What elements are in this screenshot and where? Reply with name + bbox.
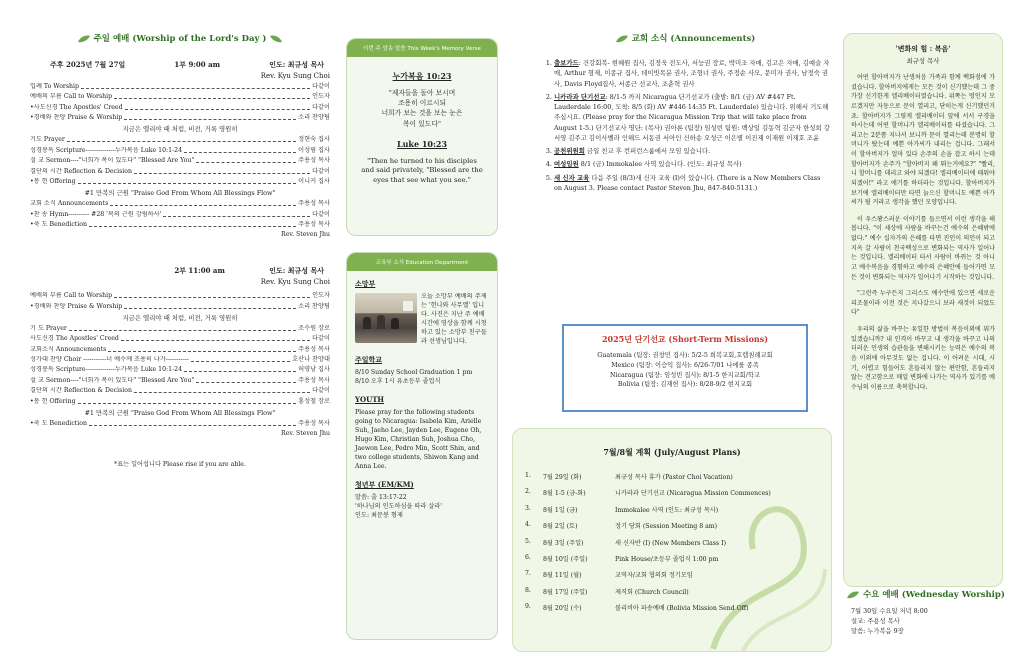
youth-text: Please pray for the following students going to Nicaragua: Isabela Kim, Arielle Suh, Jaeho Lee, Jayden Lee, Eugene Oh, Hugo Kim, Christian Suh, Joshua Cho, Jaewon Lee, Pedro Min, Scott Shin, and two college students, Shiwon Kang and Anna Lee.: [355, 409, 482, 471]
plan-number: 6.: [525, 553, 531, 561]
plan-number: 4.: [525, 521, 531, 529]
dot-leader: [78, 398, 297, 404]
announcement-text: 금일 친교 후 컨퍼런스룸에서 모임 있습니다.: [584, 147, 711, 155]
announcement-text: : 8/1-5 까지 Nicaragua 단기선교가 (출발: 8/1 (금) AV #447 Ft. Lauderdale 16:00, 도착: 8/5 (화) AV #446 14:35 Ft. Lauderdale) 있습니다. 위해서 기도해 주십시요. (Please pray for the Nicaragua Mission Trip that will take place from August 1-5.) 단기선교사 명단: (목사) 권아론 (팀장) 임성빈 팀원: 백상일 김동혁 김군자 한성희 강서영 김주고 김이사벨라 인해드 서동권 서아인 신하송 오성근 이은별 이진재 이재원 이재호 조윤: [554, 92, 830, 142]
order-item: [30, 377, 330, 386]
order-item: [30, 200, 330, 209]
order-item: [30, 157, 330, 166]
order-item-person: 주용성 목사: [298, 345, 330, 353]
service-leader: 인도: 최규성 목사: [269, 266, 324, 276]
verse-en-line: "Then he turned to his disciples: [367, 156, 477, 165]
order-item-person: 주용성 목사: [298, 200, 330, 208]
order-item-person: 조수원 장로: [298, 324, 330, 332]
plan-row: [525, 521, 831, 530]
plan-event: 교역자/교회 협의회 정기모임: [615, 572, 693, 580]
order-item-person: 다같이: [312, 387, 330, 395]
leaf-icon: [846, 591, 860, 599]
order-item-person: 다같이: [312, 335, 330, 343]
em-line: 인도: 최문봉 형제: [355, 512, 403, 520]
plan-number: 7.: [525, 570, 531, 578]
order-item-person: 다같이: [312, 210, 330, 218]
leaf-icon: [269, 35, 283, 43]
plan-number: 3.: [525, 504, 531, 512]
dot-leader: [184, 147, 296, 153]
plan-row: [525, 488, 831, 497]
footnote: *표는 일어섭니다 Please rise if you are able.: [114, 461, 246, 469]
plan-number: 9.: [525, 603, 531, 611]
wednesday-lines: [846, 607, 1016, 637]
missions-title: 2025년 단기선교 (Short-Term Missions): [601, 334, 769, 344]
plan-event: 정기 당회 (Session Meeting 8 am): [615, 523, 718, 531]
order-item-person: 다같이: [312, 83, 330, 90]
order-item-label: 교회 소식 Announcements: [30, 200, 109, 208]
plan-number: 5.: [525, 537, 531, 545]
order-item: [30, 211, 330, 220]
order-item: [30, 356, 330, 365]
sermon-paragraph: 이 우스꽝스러운 이야기를 들으면서 이런 생각을 해봅니다. "이 세상에 사람을 바꾸는건 예수의 은혜밖에 없다." 예수 십자가의 은혜를 타면 진인이 의인이 되고 지옥 갈 사람이 천국백성으로 변화되는 역사가 일어나는 것입니다. 엘리베이터 타서 사람이 바뀌는 것 아니고 예수복음을 경험하고 예수의 은혜안에 들어가면 모든 것이 변화되는 역사가 일어나기 시작하는 것입니다.: [851, 215, 995, 281]
order-center-line: 지금은 엘리야 때 처럼, 비전, 거룩 영원히: [122, 125, 238, 134]
verse-ko-line: "제자들을 돌아 보시며: [388, 89, 456, 97]
plan-date: 8월 1-5 (금-화): [543, 490, 586, 498]
plan-event: Immokalee 사역 (인도: 최규성 목사): [615, 506, 719, 514]
education-panel: [346, 252, 498, 640]
verse-en-line: and said privately, "Blessed are the: [361, 166, 483, 175]
order-item: [30, 114, 330, 123]
sermon-paragraph: "그런즉 누구든지 그리스도 예수안에 있으면 새로운 피조물이라 이전 것은 지나갔으니 보라 새것이 되었도다": [851, 290, 995, 317]
dot-leader: [108, 346, 296, 352]
wednesday-title-en: (Wednesday Worship): [901, 590, 1005, 600]
wednesday-line: 말씀: 누가복음 9장: [851, 628, 904, 636]
order-item-person: 이성림 집사: [298, 146, 330, 154]
sermon-paragraph: 어떤 할아버지가 난생처음 가족과 함께 백화점에 가셨습니다. 할아버지에게는 모든 것이 신기했는데 그 중 가장 신기한게 엘리베이터였습니다. 위쪽는 멍인지 모르겠지만 자동으로 문이 열리고, 닫히는게 신기했던거죠. 할아버지가 그렇게 엘리베이터 앞에 서서 구경을 하시는데 어떤 할머니가 엘리베이터를 타셨습니다. 그리고는 2분쯤 지나서 보니까 문이 열리는데 분명히 할머니가 탔는데 예쁜 아가씨가 내리는 겁니다. 그래서 이 할아버지가 얼마 있다 손주의 손을 잡고 하시 는데 할아버지가 손주가 "할아버지 왜 뛰는거에요?" "빨리, 니 할머니를 데리고 와야 되겠다! 엘리베이터에 태워야 되겠어!" 라고 얘기를 하더라는 것입니다. 할아버지가 보기에 엘리베이터만 타면 늙으신 할머니도 예쁜 아가씨가 될 거라고 생각을 했던 모양입니다.: [851, 74, 995, 207]
wednesday-heading: [846, 588, 1016, 600]
plan-event: 니카라과 단기선교 (Nicaragua Mission Commences): [615, 490, 771, 498]
order-item: [30, 398, 330, 407]
missions-lines: [564, 351, 806, 390]
worship-title-en: (Worship of the Lord's Day ): [132, 34, 267, 44]
plan-event: Pink House/초등부 졸업식 1:00 pm: [615, 555, 719, 563]
service-2: [30, 266, 330, 439]
plan-event: 제직회 (Church Council): [615, 588, 689, 596]
mission-line: Nicaragua (팀장: 임성빈 집사): 8/1-5 한지교회/학교: [609, 371, 761, 379]
announcement-heading: 여성임원: [554, 160, 579, 169]
dot-leader: [163, 211, 310, 217]
dot-leader: [124, 303, 296, 309]
order-list: [30, 292, 330, 429]
order-item-label: 사도신경 The Apostles' Creed: [30, 335, 119, 343]
order-item: [30, 387, 330, 396]
dot-leader: [114, 93, 310, 99]
plans-list: [513, 472, 831, 612]
plan-number: 2.: [525, 488, 531, 496]
service-leader-en: Rev. Kyu Sung Choi: [260, 72, 330, 80]
worship-title-ko: 주일 예배: [93, 34, 130, 44]
dot-leader: [184, 366, 296, 372]
order-item-person: 소리 찬양팀: [298, 302, 330, 310]
plans-title: 7월/8월 계획 (July/August Plans): [603, 447, 741, 457]
order-item-person: 소리 찬양팀: [298, 114, 330, 122]
sunday-line: 8/10 오후 1시 유초등부 졸업식: [355, 378, 441, 386]
plan-row: [525, 570, 831, 579]
worship-column: [30, 32, 330, 470]
order-item: [30, 104, 330, 113]
verse-en: [347, 157, 497, 186]
order-item-person: 다같이: [312, 103, 330, 111]
plan-row: [525, 505, 831, 514]
leaf-icon: [77, 35, 91, 43]
plan-row: [525, 603, 831, 612]
dot-leader: [191, 356, 290, 362]
plan-row: [525, 538, 831, 547]
service-end: Rev. Steven Jhu: [281, 430, 330, 438]
wednesday-block: [846, 588, 1016, 637]
order-item-label: 성가대 찬양 Choir -----------너 예수께 조용히 나가-----------: [30, 356, 189, 364]
order-item-person: 주용성 목사: [298, 376, 330, 384]
service-1: [30, 60, 330, 240]
order-item-person: 허영남 집사: [298, 366, 330, 374]
sunday-heading: 주일학교: [355, 355, 383, 365]
order-item: [30, 292, 330, 301]
order-item-label: 설 교 Sermon----"너희가 복이 있도다" "Blessed Are You": [30, 376, 195, 384]
em-line: '하나님의 인도하심을 따라 살라': [355, 503, 443, 511]
order-item-label: 설 교 Sermon----"너희가 복이 있도다" "Blessed Are You": [30, 157, 195, 165]
plan-row: [525, 472, 831, 481]
order-item-person: 호산나 찬양대: [292, 356, 330, 364]
order-item: [30, 93, 330, 102]
order-item-person: 정현숙 집사: [298, 136, 330, 144]
order-center-line: 지금은 엘리야 때 처럼, 비전, 거룩 영원히: [122, 313, 238, 322]
memory-verse-panel: [346, 38, 498, 236]
order-item: [30, 178, 330, 187]
order-item: [30, 335, 330, 344]
wednesday-title-ko: 수요 예배: [862, 590, 899, 600]
plan-number: 1.: [525, 472, 531, 479]
dot-leader: [89, 420, 296, 426]
order-item-label: •봉 헌 Offering: [30, 397, 76, 405]
order-item-label: 교회소식 Announcements: [30, 345, 107, 353]
order-item: [30, 147, 330, 156]
order-item-label: 결단의 시간 Reflection & Decision: [30, 387, 132, 395]
verse-ref-en: Luke 10:23: [396, 138, 448, 149]
service-leader: 인도: 최규성 목사: [269, 60, 324, 69]
order-item-person: 이니커 집사: [298, 177, 330, 185]
order-item-label: •경배와 찬양 Praise & Worship: [30, 114, 123, 122]
order-item-label: 입례 To Worship: [30, 83, 79, 90]
verse-ko-line: 조용히 이르시되: [397, 99, 447, 108]
sermon-title: '변화의 힘 : 복음': [895, 44, 951, 53]
plan-event: 새 신자반 (I) (New Members Class I): [615, 539, 726, 547]
mission-line: Guatemala (팀장: 권창민 집사): 5/2-5 희복교회,호렙침례교회: [597, 352, 773, 359]
sobang-heading: 소망부: [355, 279, 376, 288]
service-end: Rev. Steven Jhu: [281, 231, 330, 239]
dot-leader: [196, 377, 296, 383]
plan-date: 8월 10일 (주일): [543, 555, 588, 563]
order-center-line: #1 만복의 근원 "Praise God From Whom All Blessings Flow": [84, 408, 276, 417]
announcements-title-ko: 교회 소식: [631, 34, 668, 44]
plan-date: 8월 1일 (금): [543, 506, 578, 514]
order-item-person: 주용성 목사: [298, 419, 330, 427]
plan-date: 7월 29일 (화): [543, 474, 582, 481]
plan-event: 볼리비아 파송예배 (Bolivia Mission Send Off): [615, 605, 749, 613]
announcement-heading: 출보가드: [554, 59, 579, 67]
order-item-label: 기 도 Prayer: [30, 324, 67, 332]
missions-box: [562, 324, 808, 412]
plan-event: 최규성 목사 휴가 (Pastor Choi Vacation): [615, 474, 733, 481]
announcement-item: [554, 92, 830, 143]
order-item-label: 예배의 부름 Call to Worship: [30, 93, 113, 101]
em-line: 말씀: 출 13:17-22: [355, 494, 407, 502]
verse-ko: [347, 88, 497, 129]
order-item-person: 주용성 목사: [298, 220, 330, 228]
mission-line: Mexico (팀장: 이승익 집사): 6/26-7/01 나에를 종족: [611, 361, 759, 369]
plan-number: 8.: [525, 586, 531, 594]
order-item-label: •봉 헌 Offering: [30, 177, 76, 185]
announcement-list: [540, 58, 830, 193]
order-item-label: •축 도 Benediction: [30, 419, 87, 427]
dot-leader: [89, 221, 296, 227]
order-item: [30, 303, 330, 312]
order-item-label: •축 도 Benediction: [30, 220, 87, 228]
sunday-line: 8/10 Sunday School Graduation 1 pm: [355, 369, 473, 377]
worship-heading: [30, 32, 330, 44]
order-item-person: 홍성철 장로: [298, 397, 330, 405]
dot-leader: [81, 83, 310, 89]
announcements-title-en: (Announcements): [670, 34, 756, 44]
order-item: [30, 325, 330, 334]
announcements-column: [540, 32, 830, 196]
education-header: 교육부 소식 Education Department: [347, 253, 497, 271]
plan-date: 8월 17일 (주일): [543, 588, 588, 596]
em-heading: 청년부 (EM/KM): [355, 480, 414, 490]
sunday-text: [355, 369, 489, 387]
order-item-label: 기도 Prayer: [30, 136, 65, 144]
announcement-heading: 새 신자 교육: [554, 173, 590, 182]
order-item-label: •사도신경 The Apostles' Creed: [30, 103, 123, 111]
service-date: 주후 2025년 7월 27일: [50, 60, 126, 69]
verse-ref-ko: 누가복음 10:23: [392, 71, 452, 81]
service-time: 1부 9:00 am: [174, 60, 221, 69]
dot-leader: [121, 335, 310, 341]
dot-leader: [134, 168, 310, 174]
announcements-heading: [540, 32, 830, 44]
announcement-text: : 건강회복- 현혜원 집사, 김정욱 전도사, 서능권 장로, 박미조 자매, 김고은 자매, 김예슬 자매, Arthur 형제, 이종규 집사, 데이빗목분 권사, 조형너 권사, 주정순 사모, 문미자 권사, 남정숙 권사, Davis Floyd집사, 서종근 선교사, 조춘혁 권사: [554, 59, 830, 88]
sermon-paragraph: 우리의 삶을 바꾸는 유일한 방법이 복음이외에 뭐가 있겠습니까? 내 인격이 바꾸고 내 생각을 바꾸고 나의 더러운 인생의 습관들을 변해시키는 능력은 예수의 복음 이외에 아무것도 없는 겁니다. 이 어려운 시대, 시기, 어렵고 힘들어도 흔들리지 않는 편안함, 흔들리지 않는 견고함으로 매일 변화에 나가는 역사가 있기를 예수님의 이름으로 축복합니다.: [851, 326, 995, 391]
plans-panel: [512, 428, 832, 652]
announcement-heading: 니카라과 단기선교: [554, 92, 606, 101]
order-item: [30, 83, 330, 92]
dot-leader: [78, 178, 297, 184]
sermon-author: 최규성 목사: [906, 57, 940, 65]
order-list: [30, 83, 330, 230]
sermon-body: [844, 73, 1002, 392]
plan-row: [525, 554, 831, 563]
order-item: [30, 366, 330, 375]
order-item-person: 인도자: [312, 93, 330, 101]
memory-verse-header: 이번 주 암송 말씀 This Week's Memory Verse: [347, 39, 497, 57]
dot-leader: [125, 104, 311, 110]
order-item-person: 인도자: [312, 292, 330, 300]
dot-leader: [134, 387, 310, 393]
verse-en-line: eyes that see what you see.": [373, 175, 471, 184]
order-item-label: 예배의 부름 Call to Worship: [30, 292, 113, 300]
order-item-label: 결단의 시간 Reflection & Decision: [30, 167, 132, 175]
announcement-heading: 공천위원회: [554, 147, 585, 155]
announcement-text: 다음 주일 (8/3)새 신자 교육 (I)이 있습니다. (There is a New Members Class on August 3. Please contact Pastor Steven Jhu, 847-840-5131.): [554, 173, 821, 192]
announcement-item: [554, 58, 830, 89]
dot-leader: [196, 157, 296, 163]
service-leader-en: Rev. Kyu Sung Choi: [260, 278, 330, 287]
mission-line: Bolivia (팀장: 김재헌 집사): 8/28-9/2 현지교회: [617, 381, 753, 389]
dot-leader: [110, 200, 296, 206]
order-item-person: 다같이: [312, 167, 330, 175]
order-item-label: •경배와 찬양 Praise & Worship: [30, 302, 123, 310]
order-item-label: 성경봉독 Scripture--------------누가복음 Luke 10:1-24: [30, 146, 183, 154]
order-center-line: #1 만복의 근원 "Praise God From Whom All Blessings Flow": [84, 188, 276, 197]
announcement-item: [554, 146, 830, 156]
youth-heading: YOUTH: [355, 395, 385, 405]
order-item: [30, 420, 330, 429]
dot-leader: [69, 325, 296, 331]
dot-leader: [67, 136, 296, 142]
verse-ko-line: 복이 있도다": [402, 119, 442, 128]
dot-leader: [124, 114, 296, 120]
wednesday-line: 설교: 주용성 목사: [851, 618, 900, 626]
plan-date: 8월 20일 (수): [543, 605, 582, 613]
plan-date: 8월 3일 (주일): [543, 539, 584, 547]
sobang-photo: [355, 293, 417, 343]
announcement-item: [554, 173, 830, 194]
wednesday-line: 7월 30일 수요일 저녁 8:00: [851, 608, 928, 615]
order-item-person: 주용성 목사: [298, 157, 330, 165]
announcement-text: 8/1 (금) Immokalee 사역 있습니다. (인도: 최규성 목사): [578, 160, 742, 169]
sermon-panel: [843, 33, 1003, 587]
order-item: [30, 346, 330, 355]
order-item-label: •찬 송 Hymn---------- #28 '복의 근원 강림하사': [30, 210, 162, 218]
service-time: 2부 11:00 am: [174, 266, 225, 276]
em-text: [355, 494, 489, 521]
plan-date: 8월 2일 (토): [543, 523, 578, 531]
sobang-text: 오늘 소망부 예배의 주제는 '헌나와 사무엘' 입니다. 사진은 지난 주 예배 시간에 영상을 함께 시청하고 있는 소망부 친구들과 선생님입니다.: [421, 293, 487, 346]
plan-row: [525, 587, 831, 596]
order-item-label: 성경봉독 Scripture--------------누가복음 Luke 10:1-24: [30, 366, 183, 374]
order-item: [30, 136, 330, 145]
order-item: [30, 168, 330, 177]
verse-ko-line: 너희가 보는 것을 보는 눈은: [381, 109, 463, 118]
announcement-item: [554, 159, 830, 169]
plan-date: 8월 11일 (월): [543, 572, 582, 580]
leaf-icon: [615, 35, 629, 43]
dot-leader: [114, 292, 310, 298]
order-item: [30, 221, 330, 230]
